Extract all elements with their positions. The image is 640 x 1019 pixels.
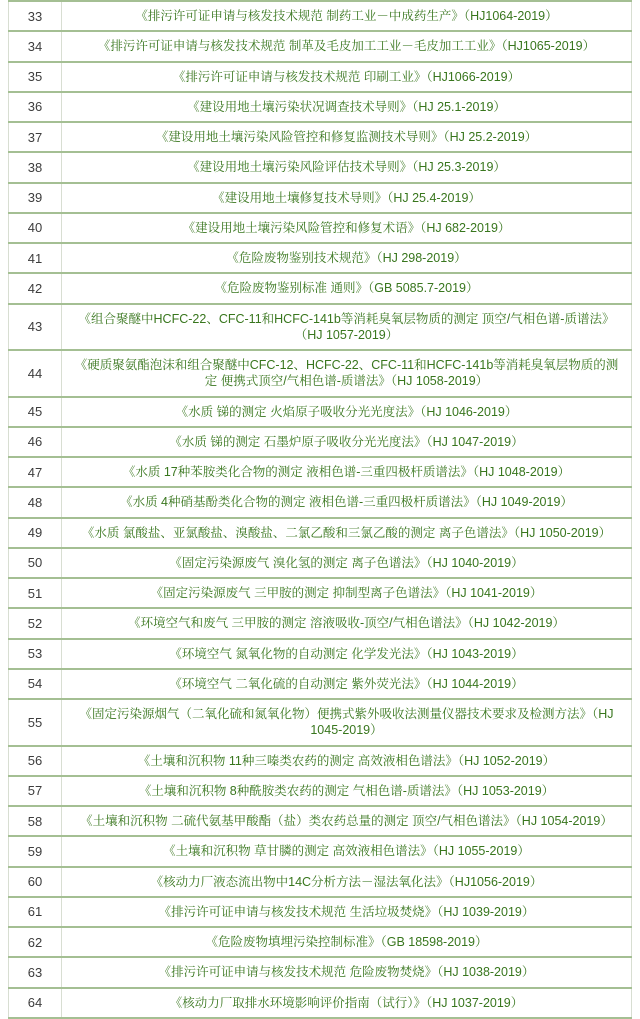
table-row xyxy=(9,836,632,866)
table-row xyxy=(9,213,632,243)
table-row xyxy=(9,639,632,669)
row-number: 40 xyxy=(9,213,62,243)
row-number: 33 xyxy=(9,1,62,31)
table-row xyxy=(9,487,632,517)
row-title: 《固定污染源烟气（二氧化硫和氮氧化物）便携式紫外吸收法测量仪器技术要求及检测方法》（HJ 1045-2019） xyxy=(62,699,632,746)
row-number: 35 xyxy=(9,62,62,92)
row-number: 50 xyxy=(9,548,62,578)
row-title: 《排污许可证申请与核发技术规范 制革及毛皮加工工业－毛皮加工工业》（HJ1065-2019） xyxy=(62,31,632,61)
row-number: 44 xyxy=(9,350,62,397)
table-row xyxy=(9,243,632,273)
row-number: 45 xyxy=(9,397,62,427)
row-title: 《建设用地土壤污染状况调查技术导则》（HJ 25.1-2019） xyxy=(62,92,632,122)
row-number: 37 xyxy=(9,122,62,152)
row-title: 《土壤和沉积物 8种酰胺类农药的测定 气相色谱-质谱法》（HJ 1053-2019） xyxy=(62,776,632,806)
table-row xyxy=(9,988,632,1018)
row-title: 《建设用地土壤污染风险管控和修复术语》（HJ 682-2019） xyxy=(62,213,632,243)
table-row xyxy=(9,548,632,578)
row-title: 《排污许可证申请与核发技术规范 印刷工业》（HJ1066-2019） xyxy=(62,62,632,92)
row-title: 《排污许可证申请与核发技术规范 生活垃圾焚烧》（HJ 1039-2019） xyxy=(62,897,632,927)
row-title: 《危险废物鉴别标准 通则》（GB 5085.7-2019） xyxy=(62,273,632,303)
table-row xyxy=(9,1,632,31)
row-title: 《危险废物填埋污染控制标准》（GB 18598-2019） xyxy=(62,927,632,957)
standards-table-body xyxy=(9,1,632,1018)
standards-table xyxy=(8,0,632,1019)
table-row xyxy=(9,669,632,699)
table-row xyxy=(9,806,632,836)
row-number: 52 xyxy=(9,608,62,638)
table-row xyxy=(9,699,632,746)
table-row xyxy=(9,457,632,487)
table-row xyxy=(9,92,632,122)
row-title: 《土壤和沉积物 11种三嗪类农药的测定 高效液相色谱法》（HJ 1052-2019） xyxy=(62,746,632,776)
row-title: 《固定污染源废气 溴化氢的测定 离子色谱法》（HJ 1040-2019） xyxy=(62,548,632,578)
table-row xyxy=(9,927,632,957)
table-row xyxy=(9,776,632,806)
row-number: 49 xyxy=(9,518,62,548)
row-title: 《核动力厂取排水环境影响评价指南（试行）》（HJ 1037-2019） xyxy=(62,988,632,1018)
table-row xyxy=(9,957,632,987)
row-number: 39 xyxy=(9,183,62,213)
row-number: 47 xyxy=(9,457,62,487)
row-title: 《水质 17种苯胺类化合物的测定 液相色谱-三重四极杆质谱法》（HJ 1048-2019） xyxy=(62,457,632,487)
row-title: 《环境空气 二氧化硫的自动测定 紫外荧光法》（HJ 1044-2019） xyxy=(62,669,632,699)
row-number: 51 xyxy=(9,578,62,608)
row-title: 《土壤和沉积物 二硫代氨基甲酸酯（盐）类农药总量的测定 顶空/气相色谱法》（HJ 1054-2019） xyxy=(62,806,632,836)
row-number: 48 xyxy=(9,487,62,517)
row-title: 《水质 锑的测定 石墨炉原子吸收分光光度法》（HJ 1047-2019） xyxy=(62,427,632,457)
row-title: 《核动力厂液态流出物中14C分析方法－湿法氧化法》（HJ1056-2019） xyxy=(62,867,632,897)
table-row xyxy=(9,304,632,351)
row-number: 57 xyxy=(9,776,62,806)
row-number: 56 xyxy=(9,746,62,776)
row-title: 《危险废物鉴别技术规范》（HJ 298-2019） xyxy=(62,243,632,273)
row-title: 《硬质聚氨酯泡沫和组合聚醚中CFC-12、HCFC-22、CFC-11和HCFC-141b等消耗臭氧层物质的测定 便携式顶空/气相色谱-质谱法》（HJ 1058-2019） xyxy=(62,350,632,397)
row-title: 《土壤和沉积物 草甘膦的测定 高效液相色谱法》（HJ 1055-2019） xyxy=(62,836,632,866)
table-row xyxy=(9,62,632,92)
table-row xyxy=(9,867,632,897)
row-title: 《建设用地土壤污染风险评估技术导则》（HJ 25.3-2019） xyxy=(62,152,632,182)
table-row xyxy=(9,350,632,397)
row-number: 55 xyxy=(9,699,62,746)
row-title: 《排污许可证申请与核发技术规范 危险废物焚烧》（HJ 1038-2019） xyxy=(62,957,632,987)
row-title: 《水质 锑的测定 火焰原子吸收分光光度法》（HJ 1046-2019） xyxy=(62,397,632,427)
table-row xyxy=(9,31,632,61)
row-number: 38 xyxy=(9,152,62,182)
row-number: 63 xyxy=(9,957,62,987)
table-row xyxy=(9,427,632,457)
row-number: 53 xyxy=(9,639,62,669)
row-number: 59 xyxy=(9,836,62,866)
table-row xyxy=(9,273,632,303)
table-row xyxy=(9,397,632,427)
table-row xyxy=(9,578,632,608)
row-title: 《组合聚醚中HCFC-22、CFC-11和HCFC-141b等消耗臭氧层物质的测定 顶空/气相色谱-质谱法》（HJ 1057-2019） xyxy=(62,304,632,351)
row-number: 60 xyxy=(9,867,62,897)
row-number: 43 xyxy=(9,304,62,351)
table-row xyxy=(9,746,632,776)
row-number: 62 xyxy=(9,927,62,957)
row-title: 《水质 氯酸盐、亚氯酸盐、溴酸盐、二氯乙酸和三氯乙酸的测定 离子色谱法》（HJ 1050-2019） xyxy=(62,518,632,548)
row-number: 34 xyxy=(9,31,62,61)
row-number: 61 xyxy=(9,897,62,927)
row-title: 《建设用地土壤污染风险管控和修复监测技术导则》（HJ 25.2-2019） xyxy=(62,122,632,152)
row-title: 《排污许可证申请与核发技术规范 制药工业－中成药生产》（HJ1064-2019） xyxy=(62,1,632,31)
table-row xyxy=(9,518,632,548)
table-row xyxy=(9,122,632,152)
table-row xyxy=(9,183,632,213)
row-number: 41 xyxy=(9,243,62,273)
row-number: 42 xyxy=(9,273,62,303)
row-number: 64 xyxy=(9,988,62,1018)
row-number: 58 xyxy=(9,806,62,836)
row-title: 《环境空气 氮氧化物的自动测定 化学发光法》（HJ 1043-2019） xyxy=(62,639,632,669)
table-row xyxy=(9,897,632,927)
row-number: 54 xyxy=(9,669,62,699)
row-number: 46 xyxy=(9,427,62,457)
table-row xyxy=(9,608,632,638)
table-row xyxy=(9,152,632,182)
row-title: 《固定污染源废气 三甲胺的测定 抑制型离子色谱法》（HJ 1041-2019） xyxy=(62,578,632,608)
row-number: 36 xyxy=(9,92,62,122)
row-title: 《环境空气和废气 三甲胺的测定 溶液吸收-顶空/气相色谱法》（HJ 1042-2019） xyxy=(62,608,632,638)
row-title: 《建设用地土壤修复技术导则》（HJ 25.4-2019） xyxy=(62,183,632,213)
row-title: 《水质 4种硝基酚类化合物的测定 液相色谱-三重四极杆质谱法》（HJ 1049-2019） xyxy=(62,487,632,517)
